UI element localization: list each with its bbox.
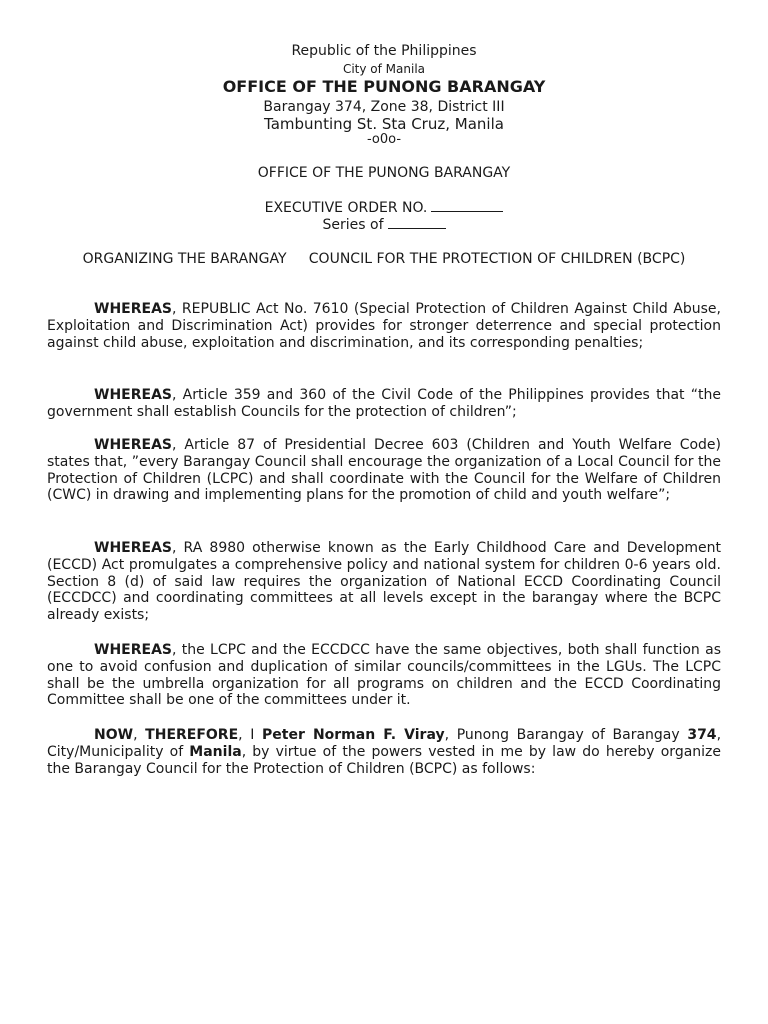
barangay-number: 374 (687, 727, 717, 743)
paragraph-text: , Punong Barangay of Barangay (444, 727, 688, 743)
address-line-1: Barangay 374, Zone 38, District III (263, 99, 505, 115)
paragraph-text: , RA 8980 otherwise known as the Early Childhood Care and Development (ECCD) Act promulgates a comprehensive policy and national system for children 0-6 years old. Section 8 (d) of said law requires the organization of National ECCD Coordinating Council (ECCDCC) and coordinating committees at all levels except in the barangay where the BCPC already exists; (47, 540, 721, 624)
paragraph-text: , I (238, 727, 263, 743)
paragraph-text: , Article 359 and 360 of the Civil Code of the Philippines provides that “the government shall establish Councils for the protection of children”; (47, 387, 721, 420)
city-name: Manila (189, 743, 242, 760)
paragraph-text: , by virtue of the powers vested in me by law do hereby organize the Barangay Council for the Protection of Children (BCPC) as follows: (47, 743, 722, 777)
therefore-keyword: THEREFORE (145, 727, 239, 743)
whereas-paragraph-3 (47, 437, 721, 504)
paragraph-text: , the LCPC and the ECCDCC have the same objectives, both shall function as one to avoid confusion and duplication of similar councils/committees in the LGUs. The LCPC shall be the umbrella organization for all programs on children and the ECCD Coordinating Committee shall be one of the committees under it. (47, 642, 721, 709)
whereas-keyword: WHEREAS (94, 387, 172, 403)
whereas-paragraph-2 (47, 387, 721, 421)
city-heading: City of Manila (342, 62, 426, 76)
punong-barangay-name: Peter Norman F. Viray (262, 727, 445, 743)
whereas-keyword: WHEREAS (94, 540, 172, 556)
paragraph-text: , REPUBLIC Act No. 7610 (Special Protection of Children Against Child Abuse, Exploitation and Discrimination Act) provides for stronger deterrence and special protection against child abuse, exploitation and discrimination, and its corresponding penalties; (47, 301, 721, 351)
whereas-keyword: WHEREAS (94, 437, 172, 453)
paragraph-text: , City/Municipality of (47, 727, 722, 760)
republic-heading: Republic of the Philippines (291, 43, 477, 59)
office-subheading: OFFICE OF THE PUNONG BARANGAY (257, 165, 511, 181)
series-line (0, 216, 768, 234)
whereas-paragraph-1 (47, 301, 721, 351)
whereas-keyword: WHEREAS (94, 642, 172, 658)
series-year-blank (388, 216, 446, 229)
executive-order-line (0, 199, 768, 217)
executive-order-label: EXECUTIVE ORDER NO. (264, 200, 428, 216)
now-keyword: NOW (94, 727, 134, 743)
whereas-paragraph-5 (47, 642, 721, 709)
ornament-divider: -o0o- (366, 132, 402, 147)
order-title: ORGANIZING THE BARANGAY COUNCIL FOR THE PROTECTION OF CHILDREN (BCPC) (82, 251, 686, 267)
paragraph-text: , Article 87 of Presidential Decree 603 (Children and Youth Welfare Code) states that, ”every Barangay Council shall encourage the organization of a Local Council for the Protection of Children (LCPC) and shall coordinate with the Council for the Welfare of Children (CWC) in drawing and implementing plans for the promotion of child and youth welfare”; (47, 437, 721, 504)
whereas-keyword: WHEREAS (94, 301, 172, 317)
whereas-paragraph-4 (47, 540, 721, 624)
now-therefore-paragraph (47, 727, 721, 777)
office-title: OFFICE OF THE PUNONG BARANGAY (222, 77, 546, 96)
paragraph-text: , (133, 727, 146, 743)
executive-order-number-blank (431, 199, 503, 212)
address-line-2: Tambunting St. Sta Cruz, Manila (264, 115, 504, 133)
series-label: Series of (322, 217, 384, 233)
